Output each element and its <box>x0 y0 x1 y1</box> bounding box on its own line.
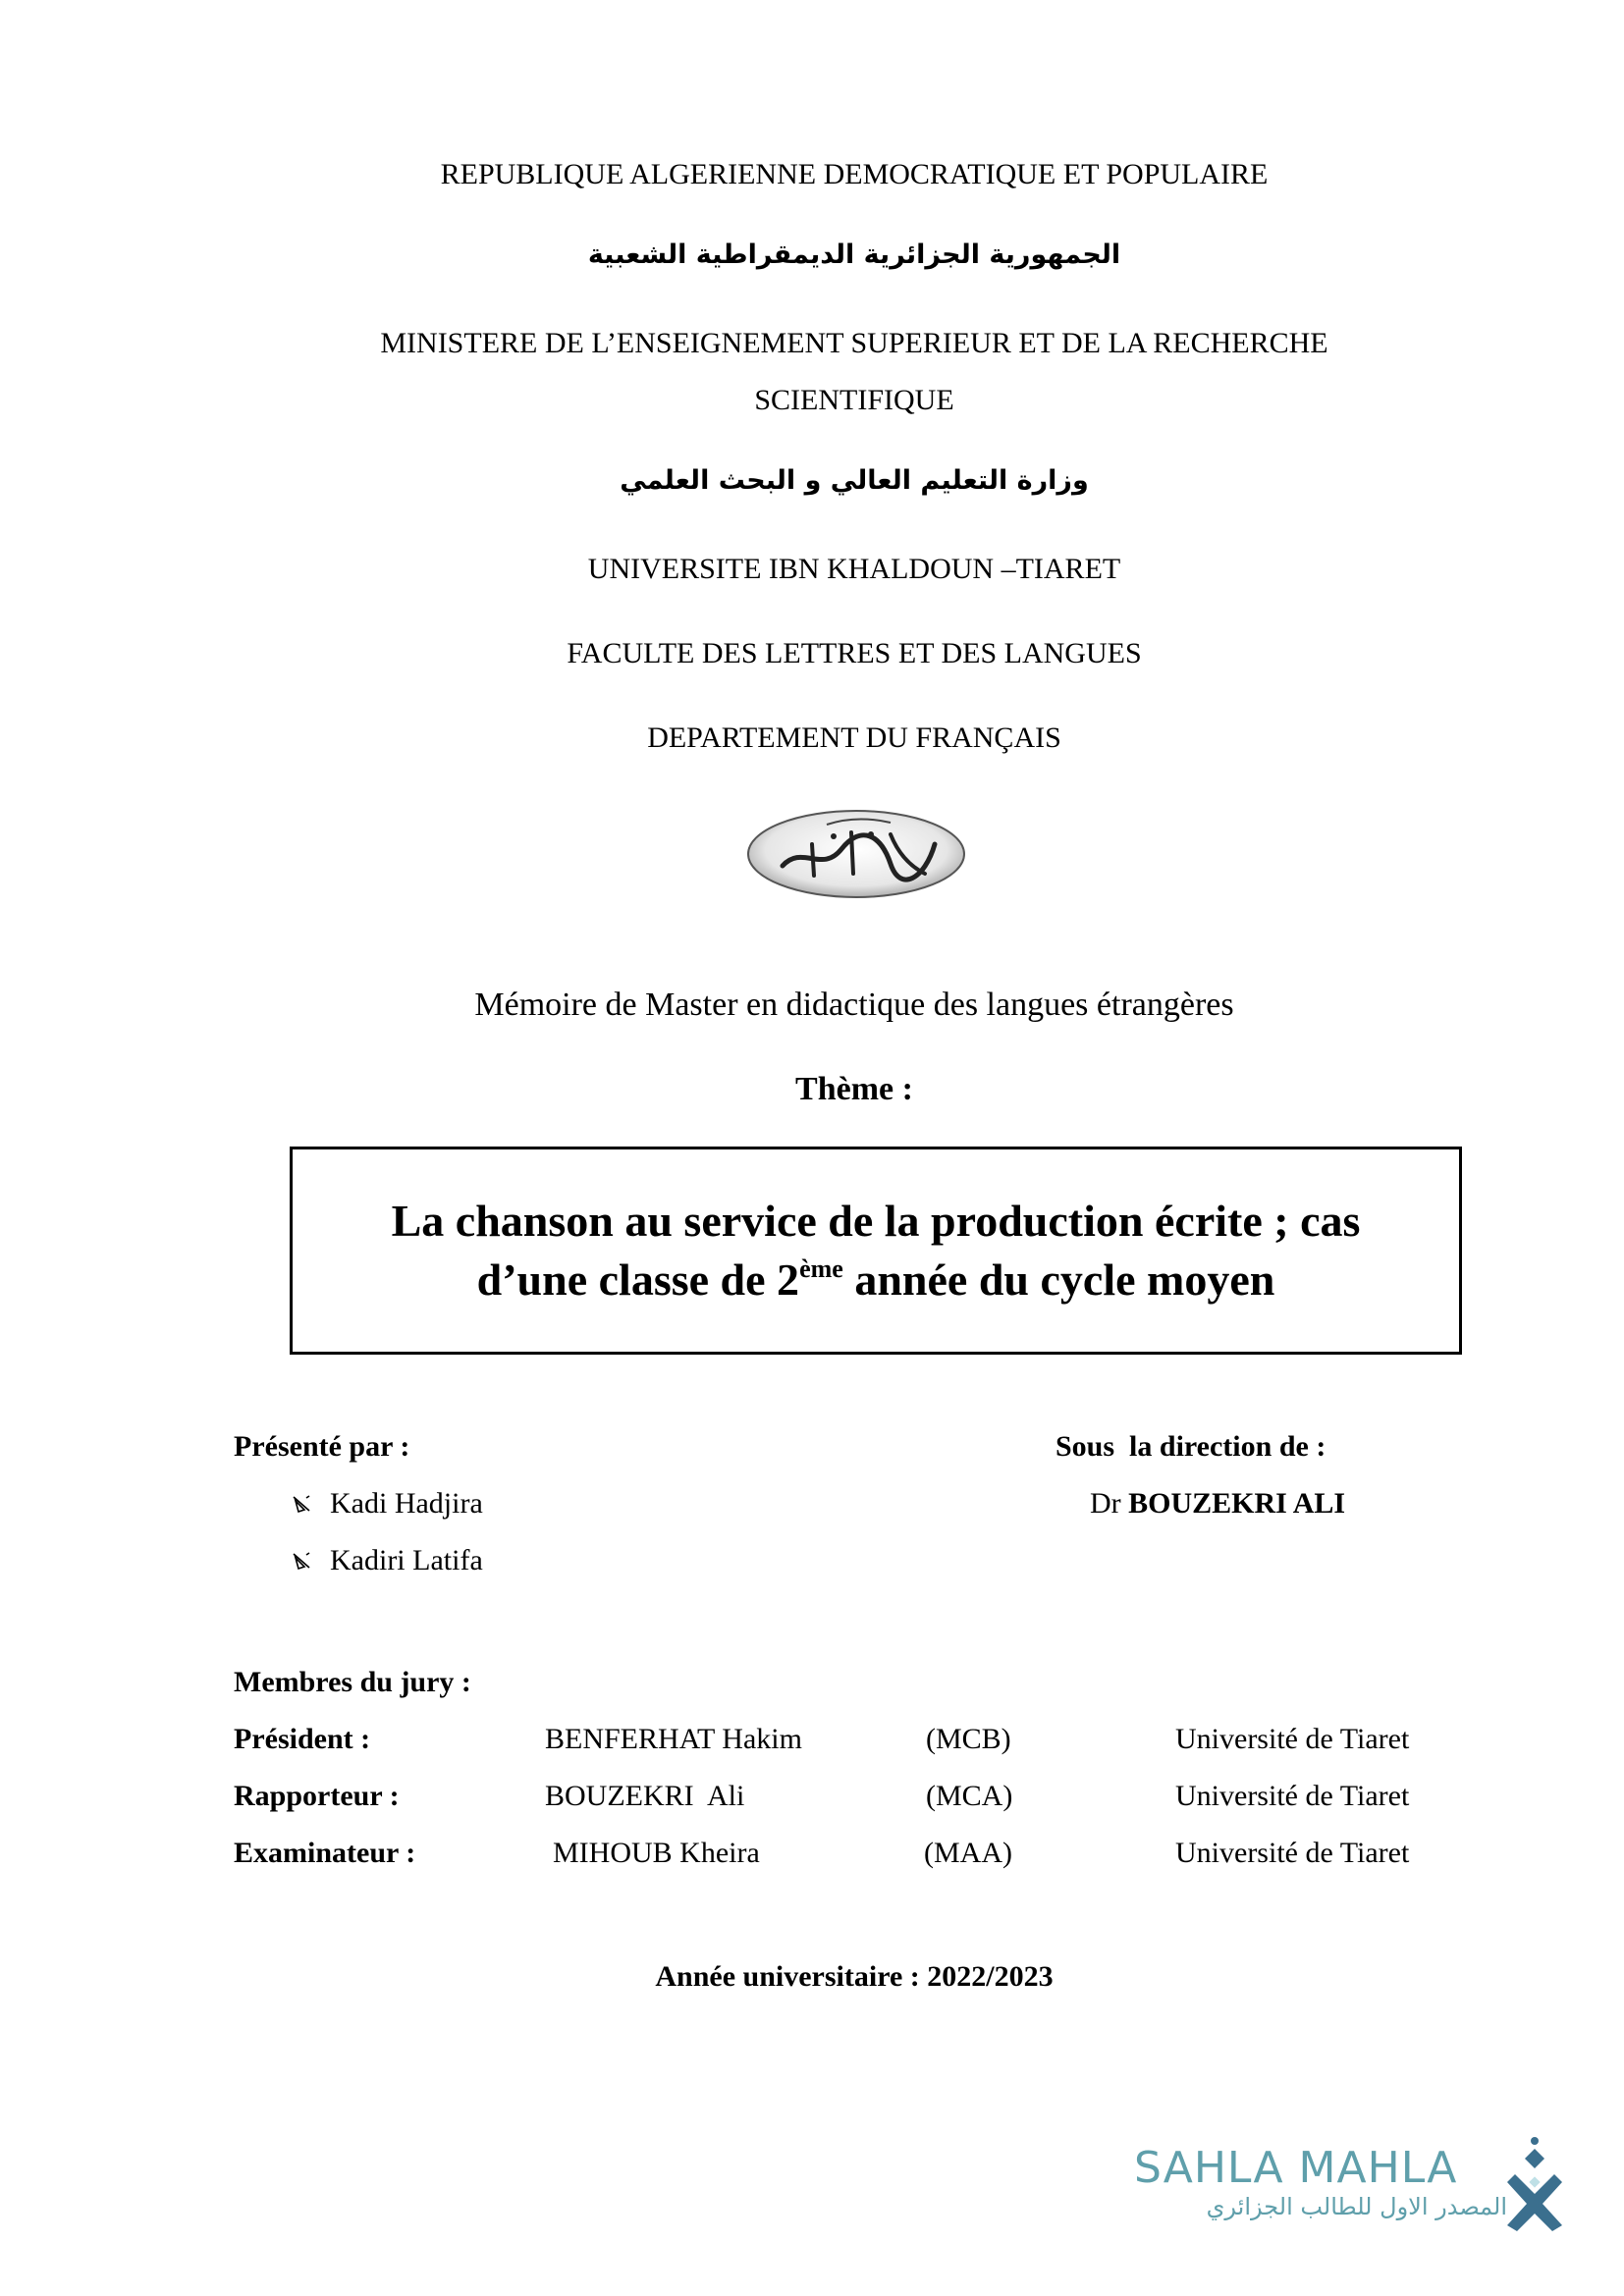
ministry-title-line1: MINISTERE DE L’ENSEIGNEMENT SUPERIEUR ET DE LA RECHERCHE <box>380 327 1328 359</box>
supervisor-name <box>1090 1486 1345 1522</box>
jury-grade: (MAA) <box>924 1837 1012 1869</box>
brand-name: SAHLA MAHLA <box>1134 2143 1458 2193</box>
brand-tagline: المصدر الاول للطالب الجزائري <box>1206 2193 1507 2220</box>
supervisor-title: Dr <box>1090 1487 1121 1520</box>
presented-by-label: Présenté par : <box>234 1430 410 1463</box>
jury-grade: (MCB) <box>926 1723 1011 1755</box>
thesis-title-box <box>290 1147 1462 1355</box>
faculty-name: FACULTE DES LETTRES ET DES LANGUES <box>567 637 1142 669</box>
title-line2-end: année du cycle moyen <box>842 1255 1275 1305</box>
author-item <box>291 1486 483 1522</box>
supervisor-label: Sous la direction de : <box>1056 1430 1326 1463</box>
jury-label: Membres du jury : <box>234 1666 471 1698</box>
jury-name: MIHOUB Kheira <box>553 1837 760 1869</box>
academic-year: Année universitaire : 2022/2023 <box>655 1960 1054 1993</box>
jury-role: Rapporteur : <box>234 1780 400 1812</box>
republic-title-fr: REPUBLIQUE ALGERIENNE DEMOCRATIQUE ET POPULAIRE <box>440 158 1269 190</box>
university-logo <box>743 805 969 903</box>
republic-title-ar: الجمهورية الجزائرية الديمقراطية الشعبية <box>587 240 1121 270</box>
university-calligraphy-seal-icon <box>743 805 969 903</box>
ministry-title-ar: وزارة التعليم العالي و البحث العلمي <box>620 465 1089 496</box>
title-ordinal-sup: ème <box>799 1255 843 1283</box>
jury-institution: Université de Tiaret <box>1175 1837 1410 1869</box>
theme-label: Thème : <box>795 1071 913 1107</box>
author-name: Kadiri Latifa <box>330 1544 483 1576</box>
title-line2-start: d’une classe de 2 <box>476 1255 800 1305</box>
jury-grade: (MCA) <box>926 1780 1013 1812</box>
ministry-title-line2: SCIENTIFIQUE <box>754 384 954 416</box>
thesis-title-line1: La chanson au service de la production écrite ; cas <box>391 1196 1361 1246</box>
writing-hand-icon <box>291 1493 312 1515</box>
university-name: UNIVERSITE IBN KHALDOUN –TIARET <box>587 553 1121 585</box>
jury-institution: Université de Tiaret <box>1175 1723 1410 1755</box>
department-name: DEPARTEMENT DU FRANÇAIS <box>647 721 1061 754</box>
sahla-mahla-logo-icon <box>1505 2135 1564 2233</box>
thesis-title-line2 <box>477 1251 1275 1309</box>
author-item <box>291 1543 483 1578</box>
jury-role: Examinateur : <box>234 1837 416 1869</box>
sahla-mahla-watermark <box>1134 2145 1546 2233</box>
jury-institution: Université de Tiaret <box>1175 1780 1410 1812</box>
supervisor-fullname: BOUZEKRI ALI <box>1128 1487 1346 1520</box>
writing-hand-icon <box>291 1550 312 1572</box>
thesis-type: Mémoire de Master en didactique des langues étrangères <box>474 987 1234 1023</box>
jury-name: BENFERHAT Hakim <box>545 1723 802 1755</box>
author-name: Kadi Hadjira <box>330 1487 483 1520</box>
jury-name: BOUZEKRI Ali <box>545 1780 745 1812</box>
jury-role: Président : <box>234 1723 371 1755</box>
